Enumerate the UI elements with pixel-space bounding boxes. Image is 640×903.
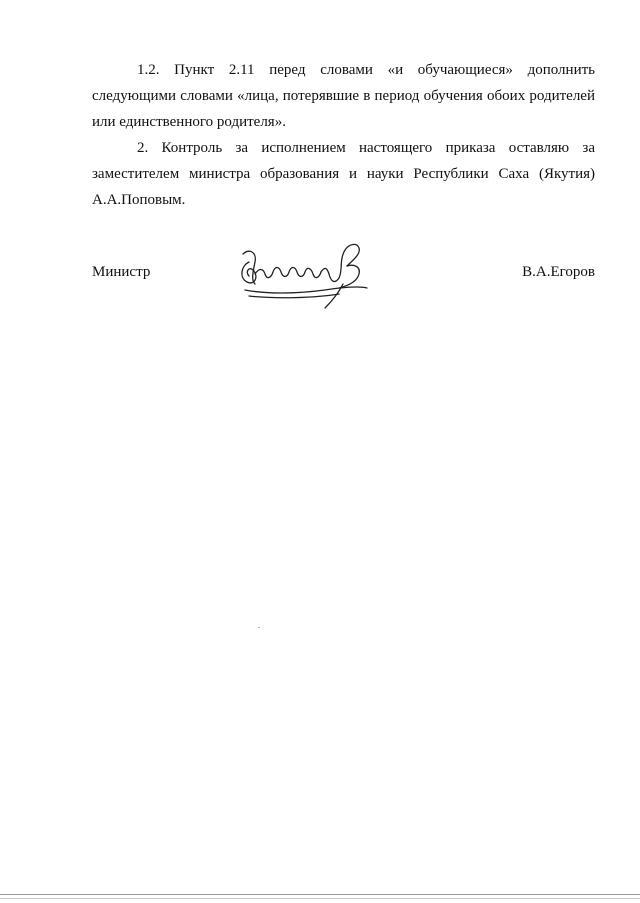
scan-edge-line-secondary <box>0 898 640 899</box>
document-body <box>92 57 595 213</box>
paragraph-1-2: 1.2. Пункт 2.11 перед словами «и обучающиеся» дополнить следующими словами «лица, потерявшие в период обучения обоих родителей или единственного родителя». <box>92 62 595 130</box>
handwritten-signature <box>235 232 375 312</box>
scan-speck <box>258 627 260 628</box>
signatory-name: В.А.Егоров <box>522 264 595 280</box>
scan-edge-line <box>0 894 640 895</box>
paragraph-2: 2. Контроль за исполнением настоящего приказа оставляю за заместителем министра образования и науки Республики Саха (Якутия) А.А.Поповым. <box>92 140 595 208</box>
signatory-title: Министр <box>92 264 151 280</box>
signature-block <box>92 232 595 312</box>
